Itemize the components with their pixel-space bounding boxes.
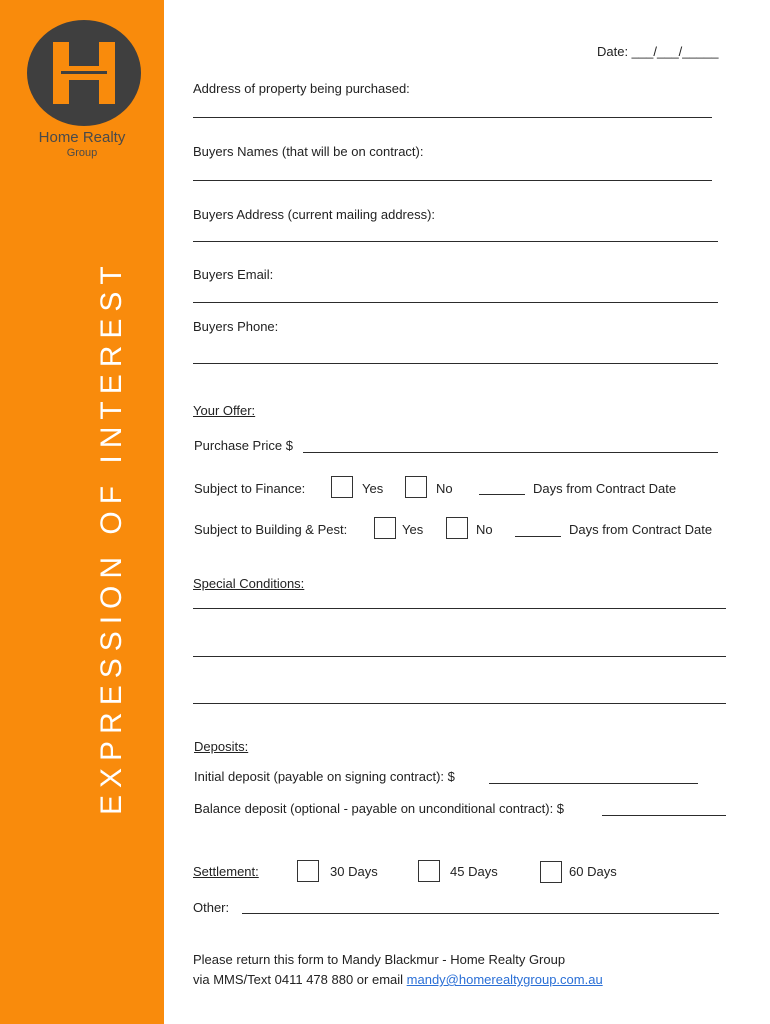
form-title-vertical: EXPRESSION OF INTEREST xyxy=(95,259,128,815)
brand-name: Home Realty xyxy=(38,129,126,146)
footer-email-link[interactable]: mandy@homerealtygroup.com.au xyxy=(406,972,603,987)
building-pest-days-input-line[interactable] xyxy=(515,536,561,537)
settlement-60-label: 60 Days xyxy=(569,864,617,879)
other-input-line[interactable] xyxy=(242,913,719,914)
building-pest-yes-label: Yes xyxy=(402,522,424,537)
finance-yes-checkbox[interactable] xyxy=(331,476,353,498)
purchase-price-label: Purchase Price $ xyxy=(194,438,293,453)
footer-return-text: Please return this form to Mandy Blackmur - Home Realty Group xyxy=(193,952,566,967)
building-pest-days-label: Days from Contract Date xyxy=(569,522,713,537)
finance-no-checkbox[interactable] xyxy=(405,476,427,498)
special-conditions-line-3[interactable] xyxy=(193,703,726,704)
finance-label: Subject to Finance: xyxy=(194,481,306,496)
buyers-phone-input-line[interactable] xyxy=(193,363,718,364)
footer-contact-text: via MMS/Text 0411 478 880 or email xyxy=(193,972,404,987)
purchase-price-input-line[interactable] xyxy=(303,452,718,453)
finance-no-label: No xyxy=(436,481,453,496)
building-pest-label: Subject to Building & Pest: xyxy=(194,522,348,537)
finance-days-input-line[interactable] xyxy=(479,494,525,495)
address-input-line[interactable] xyxy=(193,117,712,118)
home-realty-logo xyxy=(27,20,141,126)
other-label: Other: xyxy=(193,900,230,915)
buyers-address-label: Buyers Address (current mailing address): xyxy=(193,207,436,222)
building-pest-yes-checkbox[interactable] xyxy=(374,517,396,539)
buyers-address-input-line[interactable] xyxy=(193,241,718,242)
your-offer-heading: Your Offer: xyxy=(193,403,256,418)
settlement-60-checkbox[interactable] xyxy=(540,861,562,883)
balance-deposit-label: Balance deposit (optional - payable on unconditional contract): $ xyxy=(194,801,565,816)
date-label[interactable]: Date: ___/___/_____ xyxy=(597,44,719,59)
settlement-30-label: 30 Days xyxy=(330,864,378,879)
special-conditions-line-2[interactable] xyxy=(193,656,726,657)
buyers-email-input-line[interactable] xyxy=(193,302,718,303)
logo-h-icon xyxy=(27,20,141,126)
special-conditions-line-1[interactable] xyxy=(193,608,726,609)
deposits-heading: Deposits: xyxy=(194,739,249,754)
buyers-phone-label: Buyers Phone: xyxy=(193,319,279,334)
special-conditions-heading: Special Conditions: xyxy=(193,576,305,591)
building-pest-no-checkbox[interactable] xyxy=(446,517,468,539)
address-label: Address of property being purchased: xyxy=(193,81,410,96)
initial-deposit-label: Initial deposit (payable on signing contract): $ xyxy=(194,769,455,784)
building-pest-no-label: No xyxy=(476,522,493,537)
buyers-names-input-line[interactable] xyxy=(193,180,712,181)
brand-subtitle: Group xyxy=(66,147,98,159)
finance-days-label: Days from Contract Date xyxy=(533,481,677,496)
settlement-45-label: 45 Days xyxy=(450,864,498,879)
initial-deposit-input-line[interactable] xyxy=(489,783,698,784)
finance-yes-label: Yes xyxy=(362,481,384,496)
buyers-names-label: Buyers Names (that will be on contract): xyxy=(193,144,424,159)
footer-contact-line xyxy=(193,972,603,988)
settlement-45-checkbox[interactable] xyxy=(418,860,440,882)
sidebar xyxy=(0,0,164,1024)
balance-deposit-input-line[interactable] xyxy=(602,815,726,816)
settlement-label: Settlement: xyxy=(193,864,259,879)
settlement-30-checkbox[interactable] xyxy=(297,860,319,882)
buyers-email-label: Buyers Email: xyxy=(193,267,274,282)
